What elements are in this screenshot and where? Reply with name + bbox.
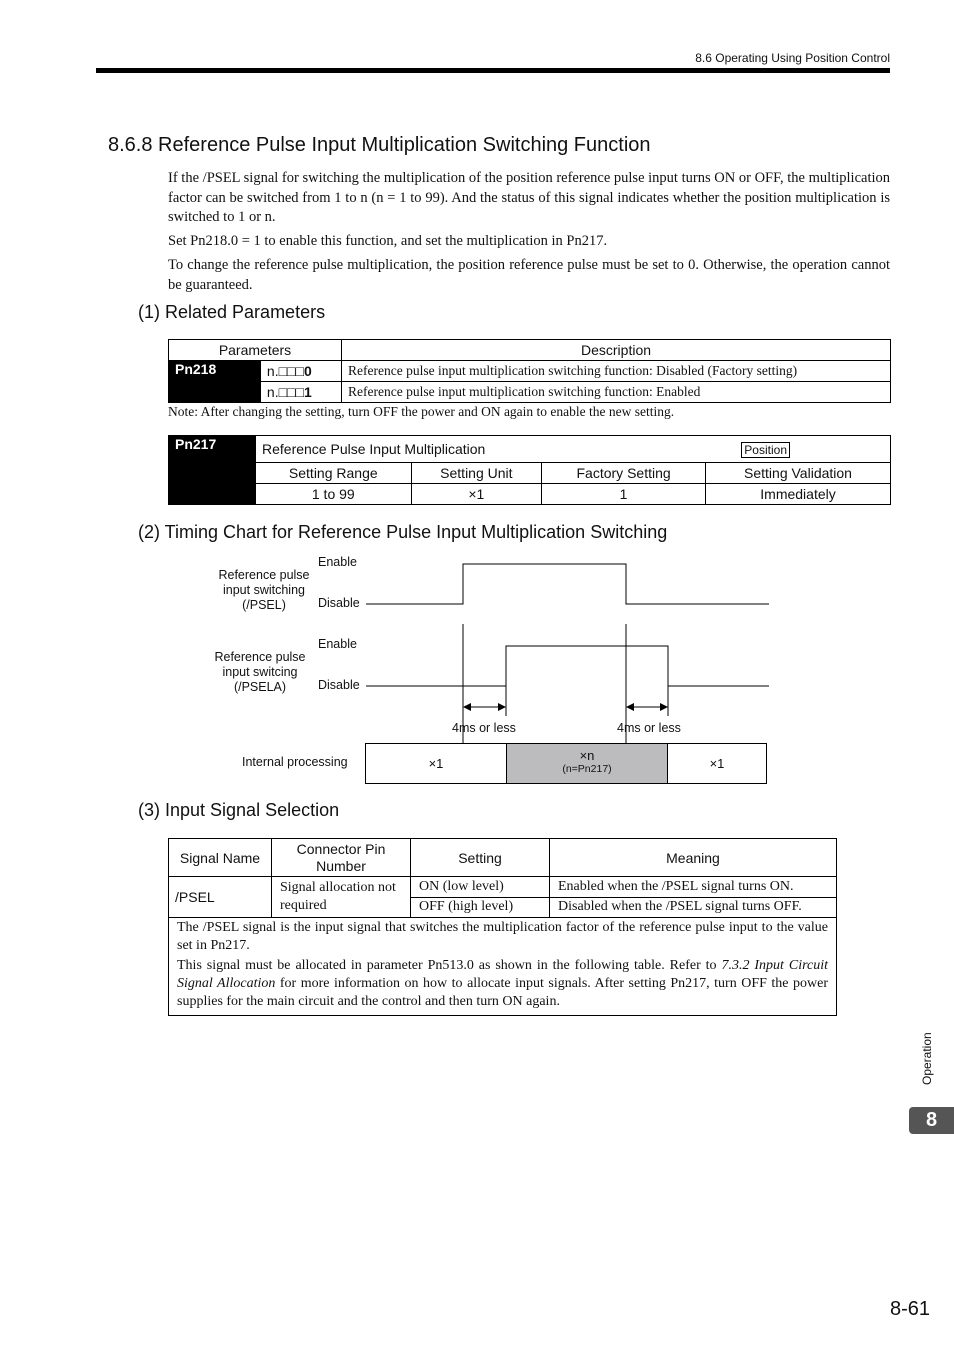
- cross-reference-link[interactable]: 7.3.2 Input Circuit Signal Allocation: [177, 958, 829, 991]
- input-signal-note-2: This signal must be allocated in parameter Pn513.0 as shown in the following table. Refer to 7.3.2 Input Circuit Signal Allocation for more information on how to allocate input signals. After setting Pn217, turn OFF the power supplies for the main circuit and the control and then turn ON again.: [177, 958, 829, 1009]
- pn218-id: Pn218: [169, 361, 261, 403]
- psel-enable-label: Enable: [318, 555, 357, 569]
- description-header: Description: [342, 340, 891, 361]
- chapter-side-label: Operation: [920, 1032, 934, 1085]
- connector-pin-header: Connector Pin Number: [272, 839, 411, 877]
- setting-description-0: Reference pulse input multiplication switching function: Disabled (Factory setting): [342, 361, 891, 382]
- setup-paragraph: Set Pn218.0 = 1 to enable this function, and set the multiplication in Pn217.: [168, 233, 608, 249]
- setting-range-header: Setting Range: [256, 463, 412, 484]
- related-parameters-heading: (1) Related Parameters: [138, 302, 326, 322]
- input-signal-table: [168, 838, 837, 1016]
- setting-on-cell: ON (low level): [411, 877, 550, 898]
- section-title: 8.6.8 Reference Pulse Input Multiplication Switching Function: [108, 134, 651, 156]
- setting-unit-header: Setting Unit: [411, 463, 542, 484]
- internal-processing-label: Internal processing: [242, 755, 348, 769]
- delay-label-1: 4ms or less: [452, 721, 516, 735]
- psela-disable-label: Disable: [318, 678, 360, 692]
- setting-value-1: n.□□□1: [260, 382, 341, 403]
- setting-description-1: Reference pulse input multiplication switching function: Enabled: [342, 382, 891, 403]
- multiplier-x1-before: ×1: [428, 756, 444, 771]
- meaning-header: Meaning: [550, 839, 837, 877]
- psel-disable-label: Disable: [318, 596, 360, 610]
- setting-validation-value: Immediately: [706, 484, 891, 505]
- input-signal-heading: (3) Input Signal Selection: [138, 800, 340, 820]
- setting-header: Setting: [411, 839, 550, 877]
- meaning-on-cell: Enabled when the /PSEL signal turns ON.: [550, 877, 837, 898]
- setting-validation-header: Setting Validation: [706, 463, 891, 484]
- setting-value-0: n.□□□0: [260, 361, 341, 382]
- factory-setting-header: Factory Setting: [542, 463, 706, 484]
- psela-enable-label: Enable: [318, 637, 357, 651]
- parameters-header: Parameters: [169, 340, 342, 361]
- meaning-off-cell: Disabled when the /PSEL signal turns OFF.: [550, 897, 837, 918]
- signal-name-cell: /PSEL: [169, 877, 272, 918]
- multiplier-x1-after: ×1: [709, 756, 725, 771]
- pn217-name: Reference Pulse Input Multiplication: [262, 441, 486, 457]
- page-number: 8-61: [889, 1298, 930, 1320]
- input-signal-note-1: The /PSEL signal is the input signal that switches the multiplication factor of the reference pulse input to the value set in Pn217.: [177, 920, 828, 953]
- psel-signal-label: Reference pulse input switching (/PSEL): [218, 568, 310, 612]
- internal-processing-bar: [365, 743, 767, 784]
- multiplier-xn-sub: (n=Pn217): [562, 763, 612, 775]
- signal-name-header: Signal Name: [169, 839, 272, 877]
- multiplier-xn: [506, 744, 668, 783]
- factory-setting-value: 1: [542, 484, 706, 505]
- input-signal-notes: [169, 918, 837, 1016]
- psela-waveform: [366, 646, 769, 686]
- pn218-note: Note: After changing the setting, turn OFF the power and ON again to enable the new setting.: [168, 404, 675, 419]
- multiplier-xn-label: ×n: [579, 748, 595, 763]
- caution-paragraph: To change the reference pulse multiplication, the position reference pulse must be set to 0. Otherwise, the operation cannot be guaranteed.: [168, 257, 890, 293]
- delay-label-2: 4ms or less: [617, 721, 681, 735]
- intro-paragraph: If the /PSEL signal for switching the multiplication of the position reference pulse input turns ON or OFF, the multiplication factor can be switched from 1 to n (n = 1 to 99). And the status of this signal indicates whether the position multiplication is switched to 1 or n.: [168, 170, 890, 225]
- chapter-tab[interactable]: 8: [909, 1107, 954, 1134]
- psela-signal-label: Reference pulse input switcing (/PSELA): [214, 650, 306, 694]
- setting-off-cell: OFF (high level): [411, 897, 550, 918]
- pn217-id: Pn217: [169, 436, 256, 505]
- psel-waveform: [366, 564, 769, 604]
- setting-unit-value: ×1: [411, 484, 542, 505]
- position-tag: Position: [741, 442, 790, 458]
- setting-range-value: 1 to 99: [256, 484, 412, 505]
- timing-chart-heading: (2) Timing Chart for Reference Pulse Input Multiplication Switching: [138, 522, 668, 542]
- running-header: 8.6 Operating Using Position Control: [695, 51, 890, 65]
- connector-pin-cell: Signal allocation not required: [272, 877, 411, 918]
